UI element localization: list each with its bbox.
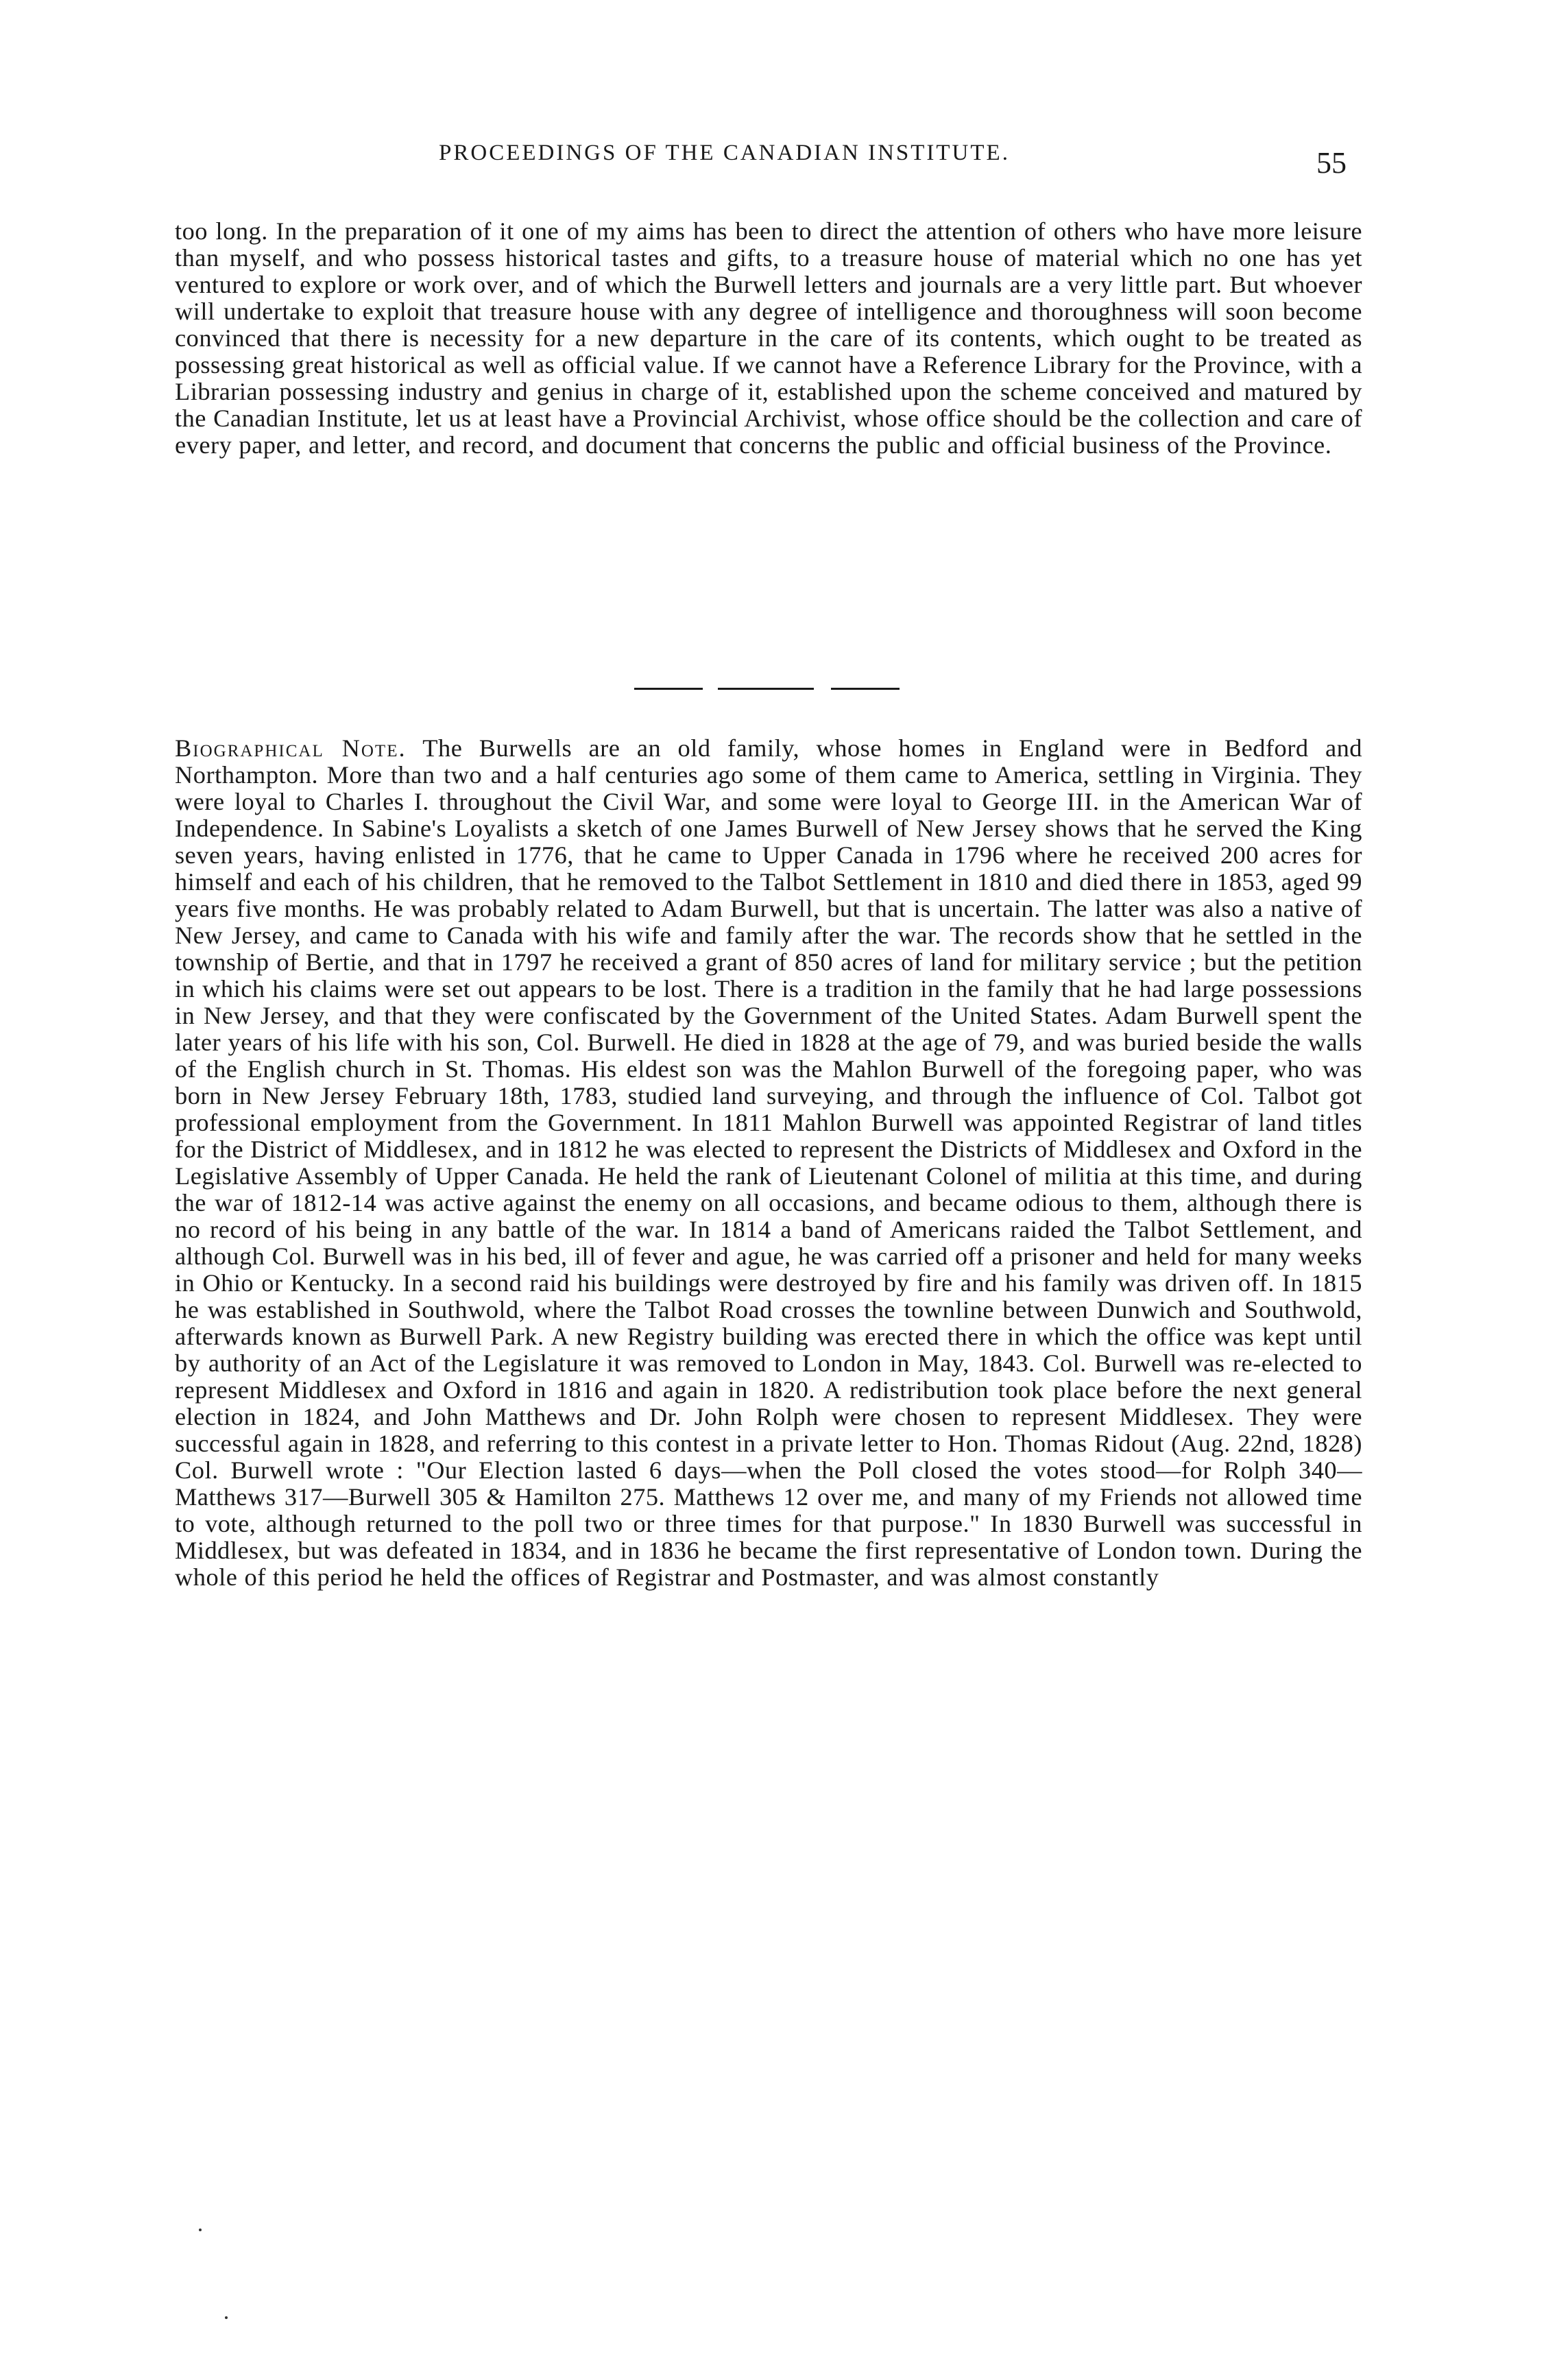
bio-heading: Biographical Note. [175, 734, 407, 762]
running-title: PROCEEDINGS OF THE CANADIAN INSTITUTE. [439, 141, 1010, 165]
print-speck [225, 2316, 228, 2319]
biographical-note [175, 735, 1362, 1591]
page-number: 55 [1316, 146, 1347, 180]
divider-middle-rule [718, 688, 814, 690]
bio-text: The Burwells are an old family, whose homes in England were in Bedford and Northampton. More than two and a half centuries ago some of them came to America, settling in Virginia. They were loyal to Charles I. throughout the Civil War, and some were loyal to George III. in the American War of Independence. In Sabine's Loyalists a sketch of one James Burwell of New Jersey shows that he served the King seven years, having enlisted in 1776, that he came to Upper Canada in 1796 where he received 200 acres for himself and each of his children, that he removed to the Talbot Settlement in 1810 and died there in 1853, aged 99 years five months. He was probably related to Adam Burwell, but that is uncertain. The latter was also a native of New Jersey, and came to Canada with his wife and family after the war. The records show that he settled in the township of Bertie, and that in 1797 he received a grant of 850 acres of land for military service ; but the petition in which his claims were set out appears to be lost. There is a tradition in the family that he had large possessions in New Jersey, and that they were confiscated by the Government of the United States. Adam Burwell spent the later years of his life with his son, Col. Burwell. He died in 1828 at the age of 79, and was buried beside the walls of the English church in St. Thomas. His eldest son was the Mahlon Burwell of the foregoing paper, who was born in New Jersey February 18th, 1783, studied land surveying, and through the influence of Col. Talbot got professional employment from the Government. In 1811 Mahlon Burwell was appointed Registrar of land titles for the District of Middlesex, and in 1812 he was elected to represent the Districts of Middlesex and Oxford in the Legislative Assembly of Upper Canada. He held the rank of Lieutenant Colonel of militia at this time, and during the war of 1812-14 was active against the enemy on all occasions, and became odious to them, although there is no record of his being in any battle of the war. In 1814 a band of Americans raided the Talbot Settlement, and although Col. Burwell was in his bed, ill of fever and ague, he was carried off a prisoner and held for many weeks in Ohio or Kentucky. In a second raid his buildings were destroyed by fire and his family was driven off. In 1815 he was established in Southwold, where the Talbot Road crosses the townline between Dunwich and Southwold, afterwards known as Burwell Park. A new Registry building was erected there in which the office was kept until by authority of an Act of the Legislature it was removed to London in May, 1843. Col. Burwell was re-elected to represent Middlesex and Oxford in 1816 and again in 1820. A redistribution took place before the next general election in 1824, and John Matthews and Dr. John Rolph were chosen to represent Middlesex. They were successful again in 1828, and referring to this contest in a private letter to Hon. Thomas Ridout (Aug. 22nd, 1828) Col. Burwell wrote : "Our Election lasted 6 days—when the Poll closed the votes stood—for Rolph 340—Matthews 317—Burwell 305 & Hamilton 275. Matthews 12 over me, and many of my Friends not allowed time to vote, although returned to the poll two or three times for that purpose." In 1830 Burwell was successful in Middlesex, but was defeated in 1834, and in 1836 he became the first representative of London town. During the whole of this period he held the offices of Registrar and Postmaster, and was almost constantly [175, 734, 1362, 1591]
continued-paragraph: too long. In the preparation of it one of my aims has been to direct the attention of others who have more leisure than myself, and who possess historical tastes and gifts, to a treasure house of material which no one has yet ventured to explore or work over, and of which the Burwell letters and journals are a very little part. But whoever will undertake to exploit that treasure house with any degree of intelligence and thoroughness will soon become convinced that there is necessity for a new departure in the care of its contents, which ought to be treated as possessing great historical as well as official value. If we cannot have a Reference Library for the Province, with a Librarian possessing industry and genius in charge of it, established upon the scheme conceived and matured by the Canadian Institute, let us at least have a Provincial Archivist, whose office should be the collection and care of every paper, and letter, and record, and document that concerns the public and official business of the Province. [175, 217, 1362, 459]
print-speck [199, 2229, 202, 2231]
